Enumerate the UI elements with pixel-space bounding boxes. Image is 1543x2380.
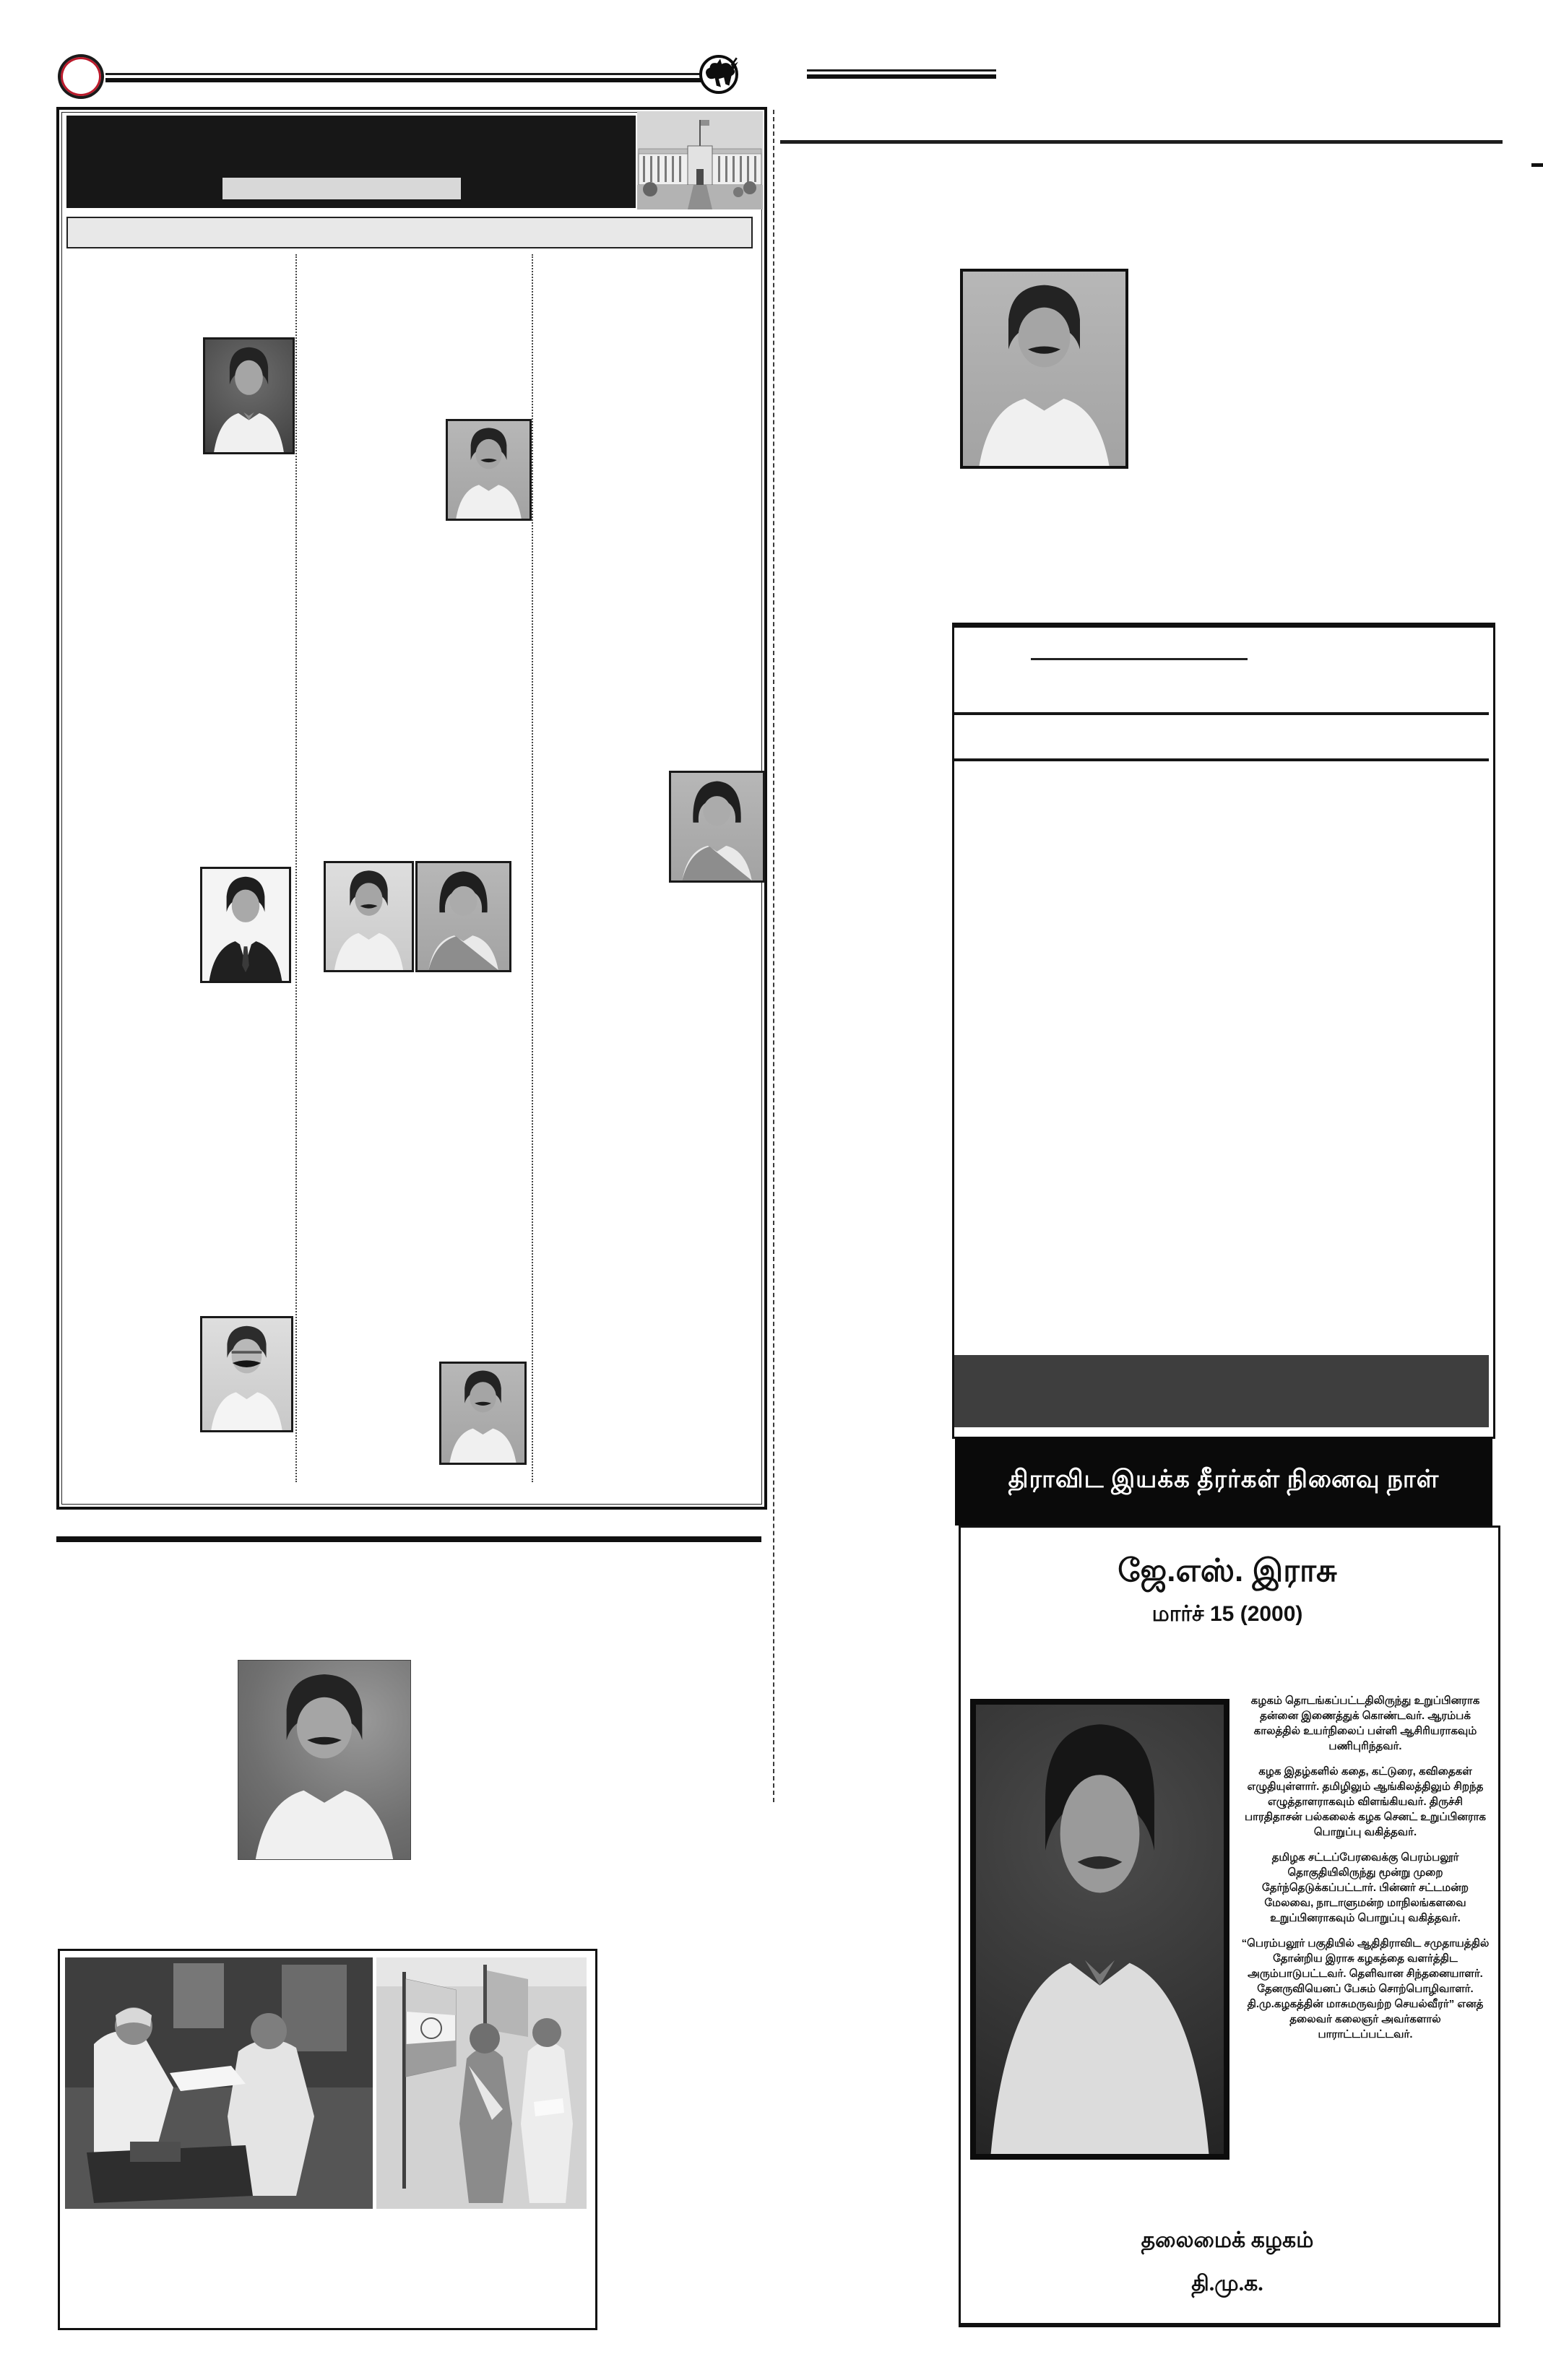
article-box-inner-hairline bbox=[61, 112, 762, 1505]
portrait-man-mustache bbox=[446, 419, 532, 521]
bull-glyph bbox=[699, 51, 741, 95]
portrait-man-glasses-beard bbox=[203, 337, 295, 454]
memorial-banner: திராவிட இயக்க தீரர்கள் நினைவு நாள் bbox=[955, 1437, 1492, 1526]
section-separator-rule bbox=[56, 1536, 761, 1542]
portrait-man-dark-suit bbox=[200, 867, 291, 983]
notice-box bbox=[952, 623, 1495, 1439]
portrait-woman-sari bbox=[669, 771, 765, 883]
memorial-old-bw-photo bbox=[970, 1699, 1229, 2160]
main-article-box bbox=[56, 107, 767, 1510]
flag-certificate-photo bbox=[376, 1957, 587, 2209]
charging-bull-emblem-icon bbox=[699, 55, 738, 94]
masthead-red-ellipse-icon bbox=[58, 54, 104, 99]
memorial-paragraph-1: கழகம் தொடங்கப்பட்டதிலிருந்து உறுப்பினராக தன்னை இணைத்துக் கொண்டவர். ஆரம்பக் காலத்தில் உயர்நிலைப் பள்ளி ஆசிரியராகவும் பணிபுரிந்தவர். bbox=[1250, 1695, 1480, 1752]
memorial-date: மார்ச் 15 (2000) bbox=[1151, 1602, 1303, 1626]
portrait-man-white-shirt bbox=[324, 861, 414, 972]
page-column-divider-dashed bbox=[773, 110, 774, 1802]
notice-heading-underline bbox=[1031, 658, 1248, 660]
memorial-paragraph-4: “பெரம்பலூர் பகுதியில் ஆதிதிராவிட சமுதாயத்தில் தோன்றிய இராசு கழகத்தை வளர்த்திட அரும்பாடுபட்டவர். தெளிவான சிந்தனையாளர். தேனருவியெனப் பேசும் சொற்பொழிவாளர். தி.மு.கழகத்தின் மாசுமருவற்ற செயல்வீரர்” எனத் தலைவர் கலைஞர் அவர்களால் பாராட்டப்பட்டவர். bbox=[1241, 1937, 1490, 2041]
memorial-footer-line1: தலைமைக் கழகம் bbox=[1141, 2228, 1314, 2252]
subhead-strip bbox=[66, 217, 753, 248]
notice-rule-lower bbox=[954, 758, 1489, 761]
memorial-footer-line2: தி.மு.க. bbox=[1191, 2272, 1263, 2295]
masthead-rule-thin bbox=[105, 73, 701, 75]
page-edge-mark bbox=[1531, 163, 1543, 167]
right-column-portrait-photo bbox=[960, 269, 1128, 469]
notice-rule-upper bbox=[954, 712, 1489, 715]
portrait-woman-glasses-sari bbox=[415, 861, 511, 972]
article-column-rule-1 bbox=[295, 254, 297, 1482]
memorial-paragraph-3: தமிழக சட்டப்பேரவைக்கு பெரம்பலூர் தொகுதியிலிருந்து மூன்று முறை தேர்ந்தெடுக்கப்பட்டார். பின்னர் சட்டமன்ற மேலவை, நாடாளுமன்ற மாநிலங்களவை உறுப்பினராகவும் பொறுப்பு வகித்தவர். bbox=[1262, 1851, 1469, 1924]
portrait-elder-man-big-mustache bbox=[200, 1316, 293, 1432]
memorial-text-block bbox=[1241, 1693, 1490, 2052]
right-masthead-rule-thick bbox=[807, 74, 996, 79]
headline-slot bbox=[222, 178, 461, 199]
parliament-house-photo bbox=[637, 111, 763, 209]
article-column-rule-2 bbox=[532, 254, 533, 1482]
masthead-rule-thick bbox=[105, 78, 701, 82]
meeting-handing-document-photo bbox=[65, 1957, 373, 2209]
portrait-man-smiling bbox=[439, 1362, 527, 1465]
right-masthead-rule-thin bbox=[807, 69, 996, 72]
memorial-paragraph-2: கழக இதழ்களில் கதை, கட்டுரை, கவிதைகள் எழுதியுள்ளார். தமிழிலும் ஆங்கிலத்திலும் சிறந்த எழுத்தாளராகவும் விளங்கியவர். திருச்சி பாரதிதாசன் பல்கலைக் கழக செனட் உறுப்பினராக பொறுப்பு வகித்தவர். bbox=[1244, 1765, 1487, 1838]
portrait-man-smiling-large bbox=[238, 1660, 411, 1860]
memorial-name: ஜே.எஸ். இராசு bbox=[1118, 1553, 1337, 1588]
notice-bottom-gray-band bbox=[954, 1355, 1489, 1427]
right-column-top-rule bbox=[780, 140, 1503, 144]
